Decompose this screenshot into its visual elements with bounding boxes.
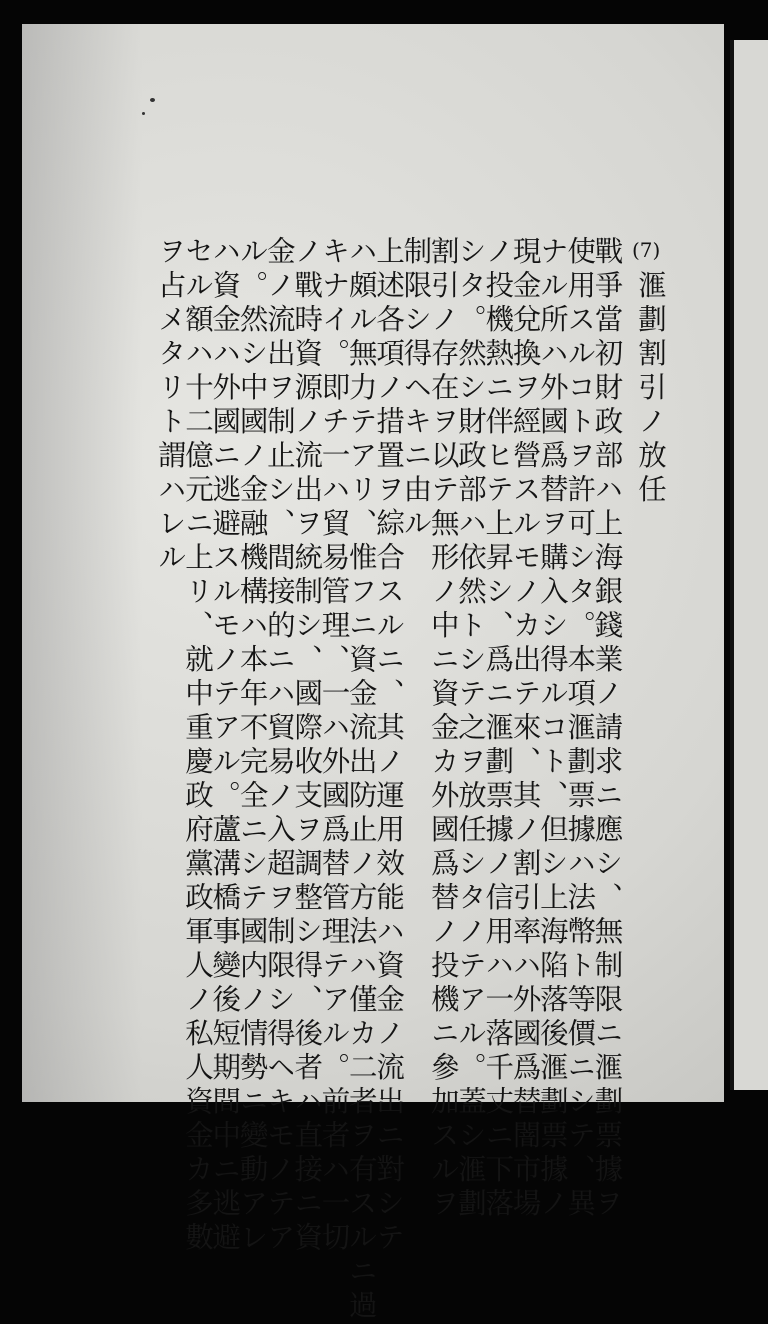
text-column: 戰爭當初財政部ハ上海銀錢業ノ請求ニ應シ、無制限ニ滙劃票據ヲ: [590, 236, 624, 1222]
text-column: 上述各項ノ措置ヲ綜合スルニ、其ノ運用效能ハ資金ノ流出ニ對シテ: [372, 236, 406, 1256]
text-column: 制限シ得ヘキニ由ル: [399, 236, 433, 542]
text-column: ハ資金ハ外國ニ逃避スルモノテアル。蘆溝橋事變後短期間中ニ逃避: [208, 236, 242, 1256]
text-column: シタ。然シ財政部ハ依然トシテ之ヲ放任シタノテアル。蓋シ滙劃: [454, 236, 487, 1222]
text-column: ヲ占メタリト謂ハレル: [153, 236, 187, 576]
text-column: ル。然シ中國ノ金融機構ハ本年不完全ニシテ國内ノ情勢ニ變動アレ: [235, 236, 269, 1256]
text-column: 金ノ流出ヲ制止シ、間接的ニハ貿易ノ入超ヲ制限シ得ヘキモノテア: [262, 236, 296, 1256]
text-column: セル額ハ十二億元ニ上リ、就中重慶政府黨政軍人ノ私人資金カ多數: [181, 236, 214, 1256]
text-column: キナイ。即チ一ハ貿易管理、一ハ外國爲替管理テアル。前者ハ一切: [317, 236, 351, 1256]
section-title: 滙劃割引ノ放任: [634, 270, 667, 508]
text-column: ノ投機熱ニ伴ヒテ上昇シ、爲ニ滙劃票據ノ信用ハ一落千丈ニ下落: [481, 236, 515, 1222]
text-column: 現金兌換ヲ經營スルモノカ出テ來、其ノ割引率ハ外國爲替闇市場: [508, 236, 542, 1222]
text-column: ノ戰時資源ノ流出ヲ統制シ、國際收支ヲ調整シ得、後者ハ直接ニ資: [290, 236, 324, 1256]
text-column: ハ頗ル無力テアリ、惟フニ資金流出防止ノ方法ハ僅カ二者ヲ有スルニ過: [344, 236, 378, 1324]
section-number: (7): [632, 238, 661, 262]
scan-speck: [150, 98, 155, 102]
text-column: 使用スルコトヲ許可シタ。本項滙劃票據ハ法幣ト等價ニシテ、異: [563, 236, 597, 1222]
scan-speck: [142, 112, 145, 115]
text-column: 割引ノ存在ヲ以テ無形ノ中ニ資金カ外國爲替ノ投機ニ參加スルヲ: [426, 236, 460, 1222]
adjacent-page-edge: [730, 40, 768, 1090]
text-column: ナル所ハ外國爲替ヲ購入シ得ルコト、但シ上海陷落後滙劃票據ノ: [535, 236, 569, 1222]
